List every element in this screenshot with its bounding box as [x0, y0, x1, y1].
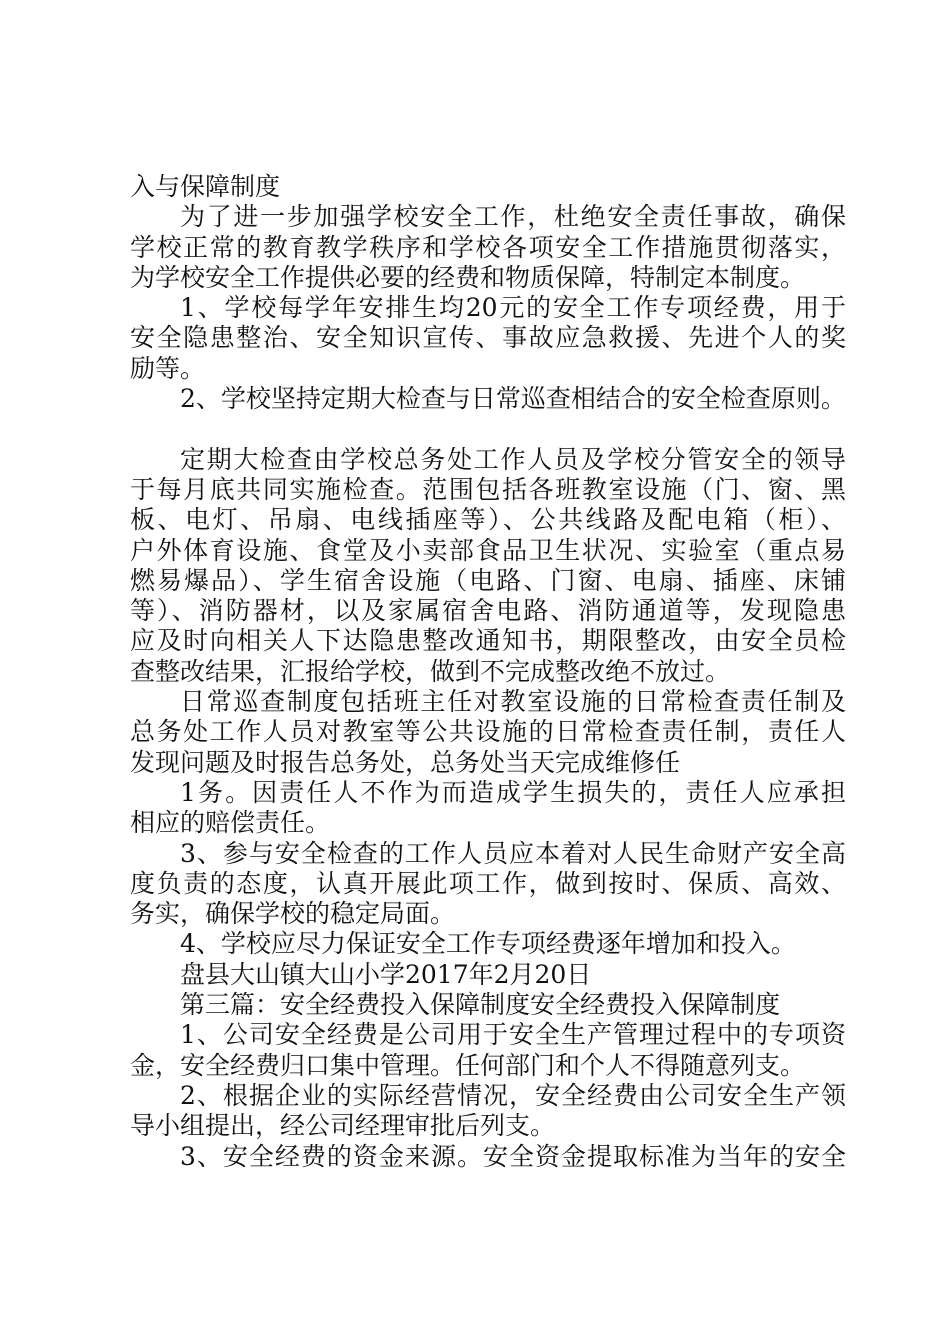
text-line: 3、参与安全检查的工作人员应本着对人民生命财产安全高: [180, 838, 846, 868]
document-body: [130, 172, 846, 1172]
text-line: 为了进一步加强学校安全工作，杜绝安全责任事故，确保: [180, 202, 846, 232]
text-line: 务实，确保学校的稳定局面。: [130, 899, 456, 929]
text-line: 发现问题及时报告总务处，总务处当天完成维修任: [130, 747, 681, 777]
text-line: 励等。: [130, 353, 206, 383]
text-line: 学校正常的教育教学秩序和学校各项安全工作措施贯彻落实，: [130, 232, 846, 262]
text-line: 盘县大山镇大山小学2017年2月20日: [180, 959, 592, 989]
text-line: 2、根据企业的实际经营情况，安全经费由公司安全生产领: [180, 1080, 846, 1110]
text-line: 度负责的态度，认真开展此项工作，做到按时、保质、高效、: [130, 868, 846, 898]
text-line: 2、学校坚持定期大检查与日常巡查相结合的安全检查原则。: [180, 384, 846, 414]
text-line: 板、电灯、吊扇、电线插座等）、公共线路及配电箱（柜）、: [130, 505, 846, 535]
text-line: 1务。因责任人不作为而造成学生损失的，责任人应承担: [180, 777, 846, 807]
text-line: 1、公司安全经费是公司用于安全生产管理过程中的专项资: [180, 1020, 846, 1050]
text-line: 定期大检查由学校总务处工作人员及学校分管安全的领导: [180, 444, 846, 474]
text-line: 户外体育设施、食堂及小卖部食品卫生状况、实验室（重点易: [130, 535, 846, 565]
text-line: 导小组提出，经公司经理审批后列支。: [130, 1111, 556, 1141]
text-line: 总务处工作人员对教室等公共设施的日常检查责任制，责任人: [130, 717, 846, 747]
text-line: 相应的赔偿责任。: [130, 808, 331, 838]
text-line: 第三篇：安全经费投入保障制度安全经费投入保障制度: [180, 990, 781, 1020]
text-line: 3、安全经费的资金来源。安全资金提取标准为当年的安全: [180, 1141, 846, 1171]
text-line: 应及时向相关人下达隐患整改通知书，期限整改，由安全员检: [130, 626, 846, 656]
text-line: 日常巡查制度包括班主任对教室设施的日常检查责任制及: [180, 687, 846, 717]
blank-line: [130, 414, 846, 444]
text-line: 1、学校每学年安排生均20元的安全工作专项经费，用于: [180, 293, 846, 323]
text-line: 为学校安全工作提供必要的经费和物质保障，特制定本制度。: [130, 262, 806, 292]
text-line: 金，安全经费归口集中管理。任何部门和个人不得随意列支。: [130, 1050, 806, 1080]
text-line: 于每月底共同实施检查。范围包括各班教室设施（门、窗、黑: [130, 474, 846, 504]
text-line: 等）、消防器材，以及家属宿舍电路、消防通道等，发现隐患: [130, 596, 846, 626]
text-line: 燃易爆品）、学生宿舍设施（电路、门窗、电扇、插座、床铺: [130, 565, 846, 595]
text-line: 入与保障制度: [130, 172, 281, 201]
text-line: 查整改结果，汇报给学校，做到不完成整改绝不放过。: [130, 656, 731, 686]
text-line: 4、学校应尽力保证安全工作专项经费逐年增加和投入。: [180, 929, 796, 959]
text-line: 安全隐患整治、安全知识宣传、事故应急救援、先进个人的奖: [130, 323, 846, 353]
